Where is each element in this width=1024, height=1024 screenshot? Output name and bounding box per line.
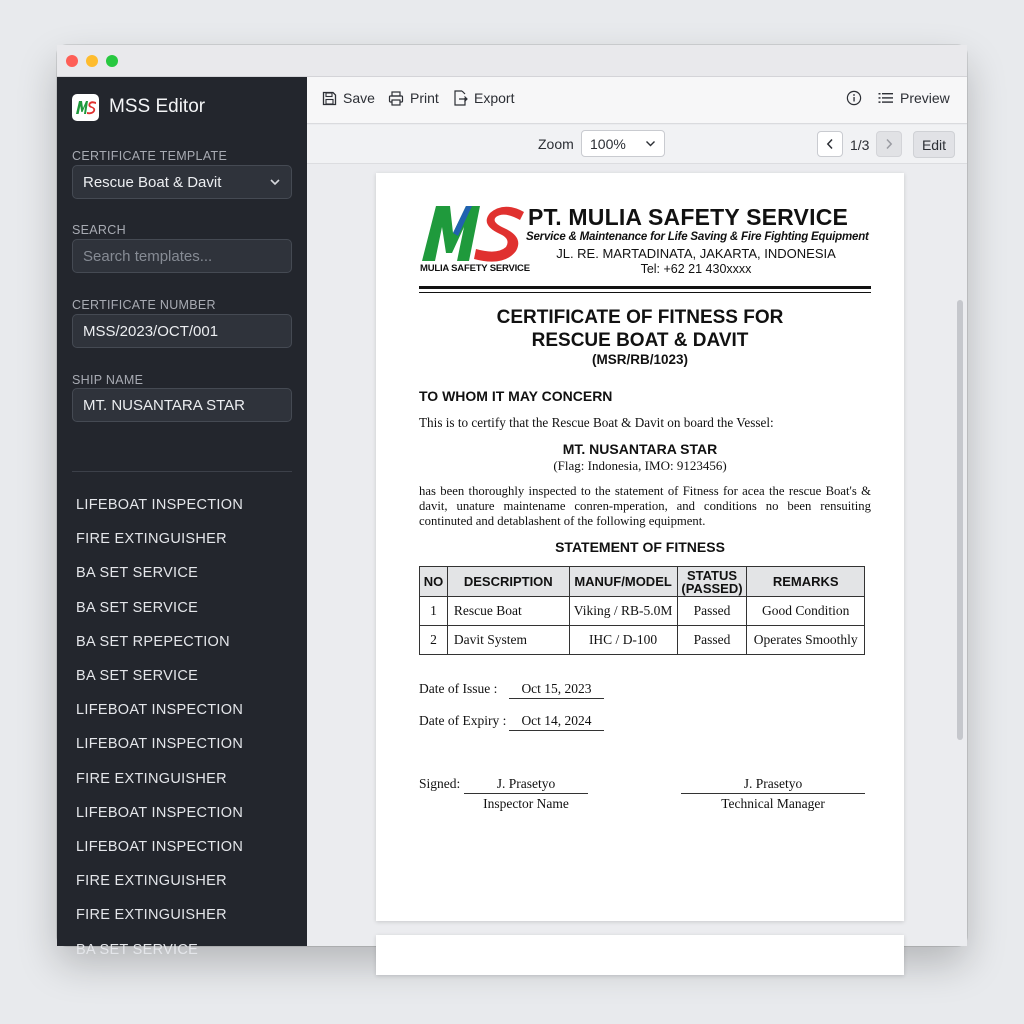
salutation: TO WHOM IT MAY CONCERN [419, 388, 613, 404]
app-logo [72, 94, 99, 121]
cell-manuf: Viking / RB-5.0M [569, 597, 677, 626]
col-status-sub: (PASSED) [681, 580, 743, 596]
certificate-title [376, 306, 904, 352]
cert-number-label: CERTIFICATE NUMBER [72, 298, 216, 312]
company-logo [420, 203, 530, 279]
save-label: Save [343, 90, 375, 106]
template-list-item[interactable]: LIFEBOAT INSPECTION [76, 702, 244, 719]
cert-number-value: MSS/2023/OCT/001 [83, 322, 219, 340]
fitness-table [419, 566, 865, 655]
preview-button[interactable] [878, 90, 950, 106]
chevron-down-icon [645, 140, 656, 147]
print-label: Print [410, 90, 439, 106]
cell-no: 1 [420, 597, 448, 626]
template-select-value: Rescue Boat & Davit [83, 173, 222, 191]
date-expiry-value: Oct 14, 2024 [509, 713, 604, 731]
manager-signature-line [681, 793, 865, 794]
viewer-controls [307, 125, 967, 164]
date-issue-value: Oct 15, 2023 [509, 681, 604, 699]
search-label: SEARCH [72, 223, 126, 237]
cell-manuf: IHC / D-100 [569, 626, 677, 655]
template-list-item[interactable]: BA SET SERVICE [76, 565, 199, 582]
cell-description: Rescue Boat [447, 597, 569, 626]
chevron-down-icon [269, 178, 281, 186]
template-list-item[interactable]: BA SET SERVICE [76, 668, 199, 685]
template-list-item[interactable]: LIFEBOAT INSPECTION [76, 838, 244, 855]
cell-remarks: Operates Smoothly [747, 626, 865, 655]
cell-remarks: Good Condition [747, 597, 865, 626]
export-button[interactable] [453, 90, 514, 106]
printer-icon [388, 91, 404, 106]
col-remarks: REMARKS [747, 567, 865, 597]
maximize-window-button[interactable] [106, 55, 118, 67]
table-row [420, 597, 865, 626]
template-list-item[interactable]: BA SET SERVICE [76, 941, 199, 958]
toolbar [307, 77, 967, 124]
info-button[interactable] [846, 90, 868, 106]
sidebar-divider [72, 471, 292, 472]
mss-logo-icon [420, 203, 526, 263]
template-list-item[interactable]: LIFEBOAT INSPECTION [76, 804, 244, 821]
company-address: JL. RE. MARTADINATA, JAKARTA, INDONESIA [556, 246, 836, 261]
date-issue-label: Date of Issue : [419, 681, 498, 696]
template-list-item[interactable]: BA SET RPEPECTION [76, 633, 230, 650]
template-list-item[interactable]: FIRE EXTINGUISHER [76, 770, 227, 787]
company-name: PT. MULIA SAFETY SERVICE [528, 204, 849, 230]
certificate-title-line1: CERTIFICATE OF FITNESS FOR [496, 307, 784, 328]
zoom-label: Zoom [538, 136, 574, 152]
title-bar [57, 45, 967, 77]
manager-name: J. Prasetyo [743, 776, 803, 791]
list-icon [878, 92, 894, 104]
cell-status: Passed [677, 626, 747, 655]
company-tagline: Service & Maintenance for Life Saving & Fire Fighting Equipment [526, 231, 869, 243]
col-manuf: MANUF/MODEL [569, 567, 677, 597]
next-page-preview [376, 935, 904, 975]
manager-role: Technical Manager [721, 796, 825, 811]
col-status [677, 567, 747, 597]
close-window-button[interactable] [66, 55, 78, 67]
info-icon [846, 90, 862, 106]
inspector-signature-line [464, 793, 588, 794]
export-icon [453, 90, 468, 106]
export-label: Export [474, 90, 515, 106]
template-label: CERTIFICATE TEMPLATE [72, 149, 228, 163]
signed-label: Signed: [419, 776, 461, 791]
col-status-label: STATUS [686, 567, 738, 583]
app-window [57, 45, 967, 958]
body-text: has been thoroughly inspected to the statement of Fitness for acea the rescue Boat's & davit, unature maintename conren-mperation, and conditions no been rensuiting continuted and detablashent of the following equipment. [419, 484, 871, 528]
scrollbar-track[interactable] [953, 165, 967, 946]
inspector-name: J. Prasetyo [496, 776, 556, 791]
template-list [76, 488, 296, 967]
minimize-window-button[interactable] [86, 55, 98, 67]
save-icon [322, 91, 337, 106]
zoom-select[interactable] [581, 130, 665, 157]
sidebar [57, 77, 307, 958]
main-area [307, 77, 967, 946]
preview-label: Preview [900, 90, 950, 106]
template-list-item[interactable]: FIRE EXTINGUISHER [76, 907, 227, 924]
scrollbar-thumb[interactable] [957, 300, 963, 740]
certificate-code: (MSR/RB/1023) [591, 352, 689, 367]
chevron-left-icon [826, 138, 834, 150]
statement-heading: STATEMENT OF FITNESS [555, 539, 725, 555]
template-list-item[interactable]: FIRE EXTINGUISHER [76, 873, 227, 890]
chevron-right-icon [885, 138, 893, 150]
app-name: MSS Editor [109, 96, 206, 117]
search-field [72, 239, 292, 273]
col-no: NO [420, 567, 448, 597]
certificate-title-line2: RESCUE BOAT & DAVIT [531, 330, 749, 351]
ship-name-label: SHIP NAME [72, 373, 144, 387]
zoom-value: 100% [590, 135, 626, 152]
cert-number-field[interactable] [72, 314, 292, 348]
inspector-role: Inspector Name [483, 796, 569, 811]
ship-name-field[interactable] [72, 388, 292, 422]
template-list-item[interactable]: LIFEBOAT INSPECTION [76, 736, 244, 753]
page-indicator: 1/3 [850, 137, 870, 153]
table-row [420, 626, 865, 655]
cell-no: 2 [420, 626, 448, 655]
search-input[interactable] [83, 248, 281, 265]
cell-description: Davit System [447, 626, 569, 655]
brand [72, 93, 205, 121]
company-tel: Tel: +62 21 430xxxx [640, 262, 752, 276]
template-list-item[interactable]: BA SET SERVICE [76, 599, 199, 616]
ship-name-value: MT. NUSANTARA STAR [83, 396, 245, 414]
template-list-item[interactable]: FIRE EXTINGUISHER [76, 531, 227, 548]
prev-page-button[interactable] [817, 131, 843, 157]
edit-button[interactable]: Edit [913, 131, 955, 158]
save-button[interactable] [322, 90, 375, 106]
print-button[interactable] [388, 90, 439, 106]
cell-status: Passed [677, 597, 747, 626]
header-rule-thin [419, 292, 871, 293]
date-expiry-label: Date of Expiry : [419, 713, 507, 728]
template-select[interactable] [72, 165, 292, 199]
next-page-button[interactable] [876, 131, 902, 157]
vessel-name: MT. NUSANTARA STAR [562, 441, 718, 457]
table-header-row [420, 567, 865, 597]
col-description: DESCRIPTION [447, 567, 569, 597]
intro-text: This is to certify that the Rescue Boat & Davit on board the Vessel: [419, 415, 774, 430]
template-list-item[interactable]: LIFEBOAT INSPECTION [76, 497, 244, 514]
logo-caption: MULIA SAFETY SERVICE [420, 263, 530, 274]
certificate-page [376, 173, 904, 921]
header-rule [419, 286, 871, 289]
vessel-flag: (Flag: Indonesia, IMO: 9123456) [553, 458, 727, 473]
